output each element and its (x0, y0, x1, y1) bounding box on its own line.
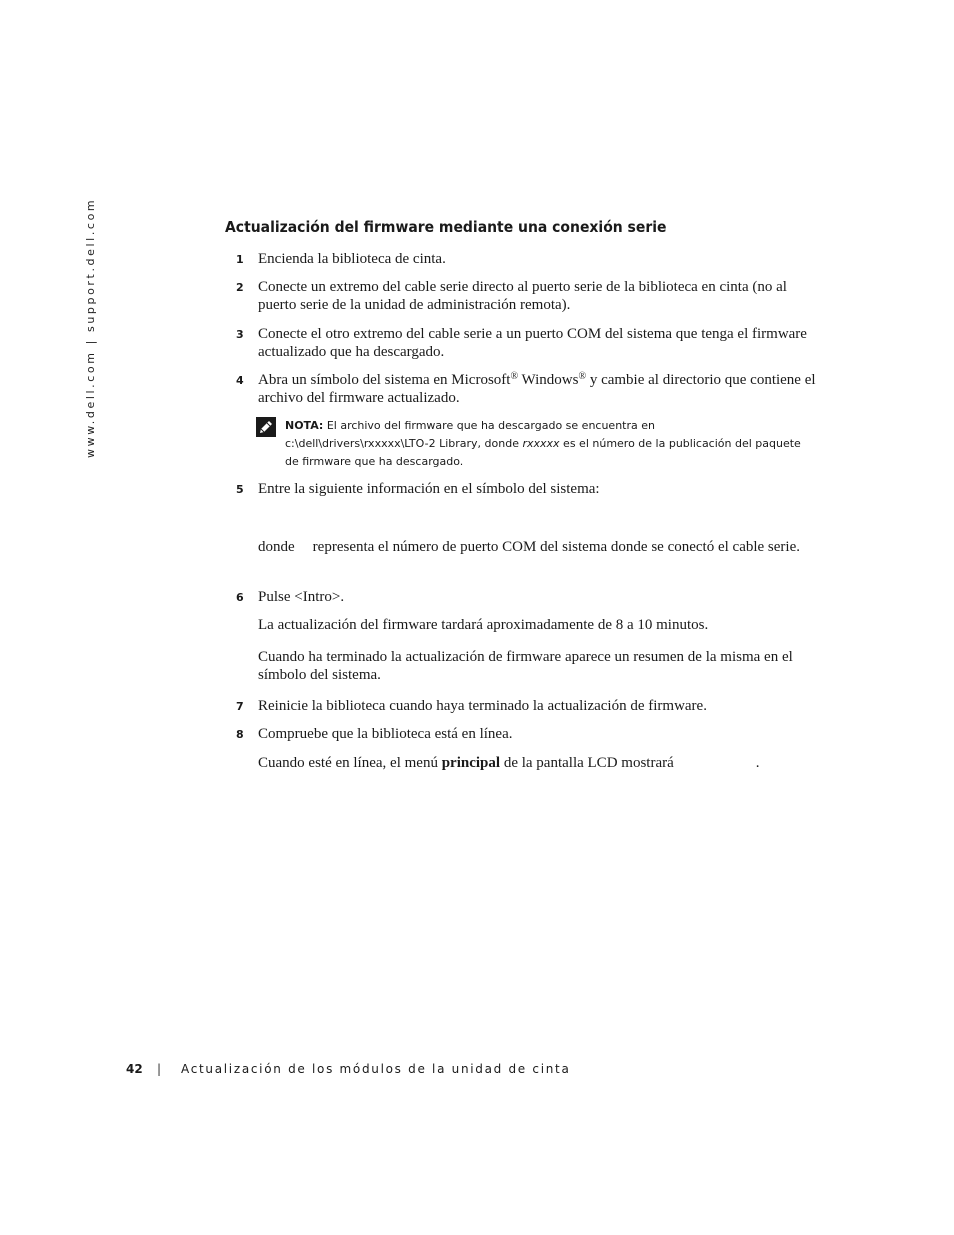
registered-mark: ® (510, 371, 519, 382)
step-text: Conecte el otro extremo del cable serie a un puerto COM del sistema que tenga el firmware actualizado que ha descargado. (258, 326, 807, 360)
step-number: 4 (236, 374, 244, 387)
sidebar-url: www.dell.com | support.dell.com (84, 197, 97, 458)
step-text: Pulse <Intro>. (258, 589, 345, 605)
step-text: Encienda la biblioteca de cinta. (258, 251, 446, 267)
step-text: Compruebe que la biblioteca está en línea. (258, 726, 513, 742)
port-explanation: donde representa el número de puerto COM del sistema donde se conectó el cable serie. (258, 539, 800, 555)
footer-separator: | (157, 1062, 162, 1076)
note-label: NOTA: (285, 419, 324, 432)
pencil-note-icon (256, 417, 276, 437)
update-summary-text: Cuando ha terminado la actualización de firmware aparece un resumen de la misma en el símbolo del sistema. (258, 649, 793, 683)
step-number: 6 (236, 591, 244, 604)
step-text: Conecte un extremo del cable serie directo al puerto serie de la biblioteca en cinta (no al puerto serie de la unidad de administración remota). (258, 279, 787, 313)
note-text: NOTA: El archivo del firmware que ha descargado se encuentra en c:\dell\drivers\rxxxxx\LTO-2 Library, donde rxxxxx es el número de la publicación del paquete de firmware que ha descargado. (285, 419, 801, 468)
step-number: 3 (236, 328, 244, 341)
step-number: 1 (236, 253, 244, 266)
online-status-text: Cuando esté en línea, el menú principal de la pantalla LCD mostrará . (258, 755, 760, 771)
registered-mark: ® (578, 371, 587, 382)
step-text: Abra un símbolo del sistema en Microsoft® Windows® y cambie al directorio que contiene el archivo del firmware actualizado. (258, 371, 816, 406)
page-number: 42 (126, 1062, 143, 1076)
step-number: 7 (236, 700, 244, 713)
page-footer (126, 1062, 726, 1082)
step-number: 5 (236, 483, 244, 496)
update-duration-text: La actualización del firmware tardará aproximadamente de 8 a 10 minutos. (258, 617, 709, 633)
section-heading: Actualización del firmware mediante una conexión serie (225, 218, 667, 236)
step-text: Reinicie la biblioteca cuando haya terminado la actualización de firmware. (258, 698, 707, 714)
publication-variable: rxxxxx (522, 437, 560, 450)
file-path: c:\dell\drivers\rxxxxx\LTO-2 Library (285, 437, 478, 450)
menu-name: principal (441, 755, 501, 771)
step-number: 8 (236, 728, 244, 741)
step-number: 2 (236, 281, 244, 294)
step-text: Entre la siguiente información en el símbolo del sistema: (258, 481, 600, 497)
footer-title: Actualización de los módulos de la unidad de cinta (181, 1062, 571, 1076)
